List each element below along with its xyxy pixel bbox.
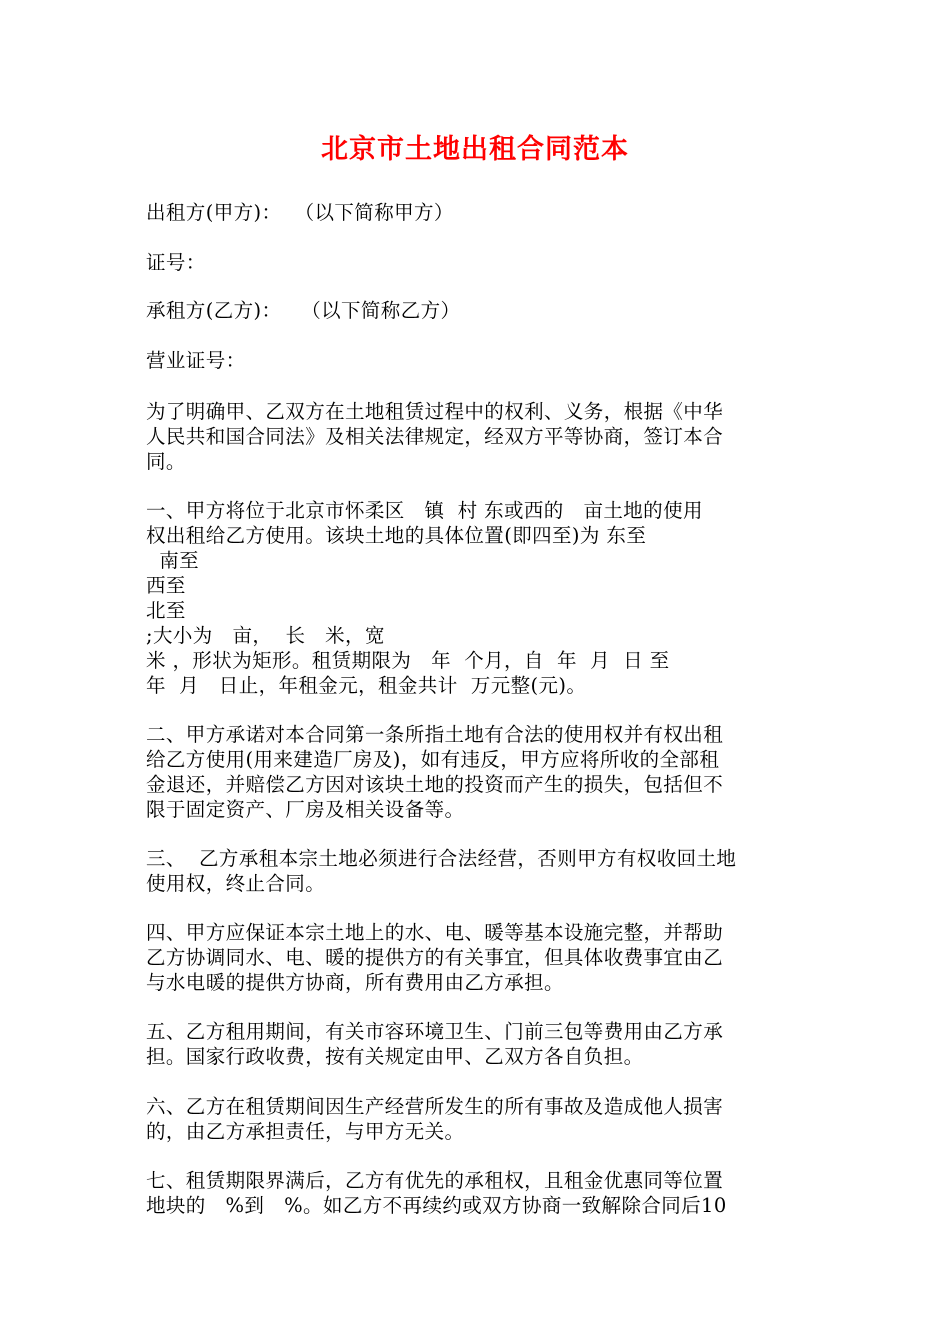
clause-2-line: 金退还，并赔偿乙方因对该块土地的投资而产生的损失，包括但不 [146, 773, 724, 796]
clause-1-line: 一、甲方将位于北京市怀柔区 镇 村 东或西的 亩土地的使用 [146, 499, 703, 522]
lessor-line: 出租方(甲方)： （以下简称甲方） [146, 201, 454, 224]
clause-2-line: 二、甲方承诺对本合同第一条所指土地有合法的使用权并有权出租 [146, 723, 724, 746]
clause-3-line: 使用权，终止合同。 [146, 872, 326, 895]
clause-1-line: 北至 [146, 599, 186, 622]
clause-2-line: 限于固定资产、厂房及相关设备等。 [146, 798, 465, 821]
clause-6-line: 的，由乙方承担责任，与甲方无关。 [146, 1120, 465, 1143]
clause-4-line: 乙方协调同水、电、暖的提供方的有关事宜，但具体收费事宜由乙 [146, 946, 724, 969]
clause-1-line: 西至 [146, 574, 186, 597]
clause-1-line: 南至 [146, 549, 199, 572]
lessor-id-line: 证号： [146, 251, 206, 274]
lessee-line: 承租方(乙方)： （以下简称乙方） [146, 299, 461, 322]
clause-5-line: 担。国家行政收费，按有关规定由甲、乙双方各自负担。 [146, 1045, 644, 1068]
clause-1-line: 米 ，形状为矩形。租赁期限为 年 个月，自 年 月 日 至 [146, 649, 670, 672]
clause-4-line: 与水电暖的提供方协商，所有费用由乙方承担。 [146, 971, 564, 994]
clause-1-line: 权出租给乙方使用。该块土地的具体位置(即四至)为 东至 [146, 524, 647, 547]
clause-1-line: 年 月 日止，年租金元，租金共计 万元整(元)。 [146, 674, 587, 697]
clause-5-line: 五、乙方租用期间，有关市容环境卫生、门前三包等费用由乙方承 [146, 1020, 724, 1043]
clause-1-line: ;大小为 亩， 长 米，宽 [146, 624, 385, 647]
clause-4-line: 四、甲方应保证本宗土地上的水、电、暖等基本设施完整，并帮助 [146, 921, 724, 944]
clause-7-line: 七、租赁期限界满后，乙方有优先的承租权，且租金优惠同等位置 [146, 1169, 724, 1192]
document-title: 北京市土地出租合同范本 [321, 134, 629, 165]
business-license-line: 营业证号： [146, 349, 246, 372]
clause-3-line: 三、 乙方承租本宗土地必须进行合法经营，否则甲方有权收回土地 [146, 847, 737, 870]
preamble-line: 同。 [146, 450, 186, 473]
preamble-line: 人民共和国合同法》及相关法律规定，经双方平等协商，签订本合 [146, 425, 724, 448]
clause-7-line: 地块的 %到 %。如乙方不再续约或双方协商一致解除合同后10 [146, 1194, 727, 1217]
preamble-line: 为了明确甲、乙双方在土地租赁过程中的权利、义务，根据《中华 [146, 400, 724, 423]
clause-2-line: 给乙方使用(用来建造厂房及)，如有违反，甲方应将所收的全部租 [146, 748, 720, 771]
clause-6-line: 六、乙方在租赁期间因生产经营所发生的所有事故及造成他人损害 [146, 1095, 724, 1118]
